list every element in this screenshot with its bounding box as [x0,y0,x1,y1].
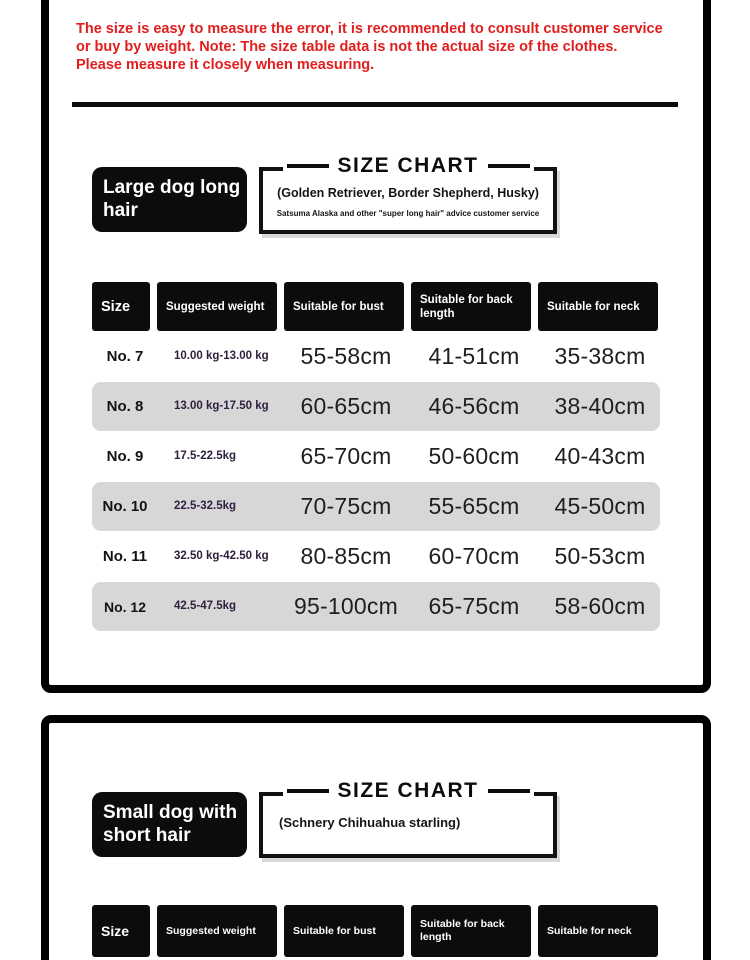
breed-advice-note: Satsuma Alaska and other "super long hair" advice customer service [276,209,540,218]
col-header-back-length: Suitable for back length [411,905,531,957]
row-size: No. 8 [106,398,144,415]
divider-line [72,102,678,107]
row-weight: 10.00 kg-13.00 kg [174,350,269,362]
table-row [92,432,660,481]
col-header-neck: Suitable for neck [538,905,658,957]
breed-list: (Golden Retriever, Border Shepherd, Husky) [277,186,539,200]
row-neck: 40-43cm [554,443,646,469]
row-bust: 60-65cm [300,393,392,419]
table-row [92,482,660,531]
row-bust: 55-58cm [300,343,392,369]
col-header-back-length: Suitable for back length [411,282,531,331]
row-size: No. 11 [102,548,148,565]
row-bust: 65-70cm [300,443,392,469]
size-chart-heading-inner [283,154,534,178]
row-bust: 95-100cm [294,593,398,619]
row-size: No. 12 [103,598,146,615]
row-weight: 22.5-32.5kg [174,500,237,512]
row-back: 41-51cm [428,343,520,369]
row-size: No. 10 [102,498,148,515]
size-chart-title: SIZE CHART [337,154,479,177]
col-header-bust: Suitable for bust [284,282,404,331]
col-header-size: Size [92,282,150,331]
row-weight: 42.5-47.5kg [174,600,237,612]
row-weight: 32.50 kg-42.50 kg [174,550,269,562]
row-back: 50-60cm [428,443,520,469]
table-row [92,332,660,381]
title-dash-right-icon [488,789,530,793]
row-neck: 35-38cm [554,343,646,369]
title-dash-right-icon [488,164,530,168]
row-back: 60-70cm [428,543,520,569]
size-chart-title: SIZE CHART [337,779,479,802]
size-chart-heading-inner [283,779,534,803]
measurement-notice: The size is easy to measure the error, it is recommended to consult customer service or buy by weight. Note: The size table data is not the actual size of the clothes. Please measure it closely when measuring. [76,21,663,73]
small-dog-label: Small dog with short hair [92,792,247,857]
row-weight: 13.00 kg-17.50 kg [174,400,269,412]
table-row [92,382,660,431]
table-row [92,532,660,581]
col-header-neck: Suitable for neck [538,282,658,331]
col-header-weight: Suggested weight [157,905,277,957]
row-size: No. 7 [106,348,144,365]
large-dog-label: Large dog long hair [92,167,247,232]
size-chart-heading-2 [259,777,557,805]
col-header-bust: Suitable for bust [284,905,404,957]
title-dash-left-icon [287,164,329,168]
row-neck: 45-50cm [554,493,646,519]
row-neck: 38-40cm [554,393,646,419]
row-bust: 70-75cm [300,493,392,519]
row-back: 46-56cm [428,393,520,419]
row-neck: 50-53cm [554,543,646,569]
row-neck: 58-60cm [554,593,646,619]
row-bust: 80-85cm [300,543,392,569]
row-back: 65-75cm [428,593,520,619]
row-weight: 17.5-22.5kg [174,450,237,462]
row-size: No. 9 [106,448,144,465]
col-header-weight: Suggested weight [157,282,277,331]
col-header-size: Size [92,905,150,957]
title-dash-left-icon [287,789,329,793]
breed-list: (Schnery Chihuahua starling) [279,815,461,830]
table-row [92,582,660,631]
size-chart-heading-1 [259,152,557,180]
row-back: 55-65cm [428,493,520,519]
